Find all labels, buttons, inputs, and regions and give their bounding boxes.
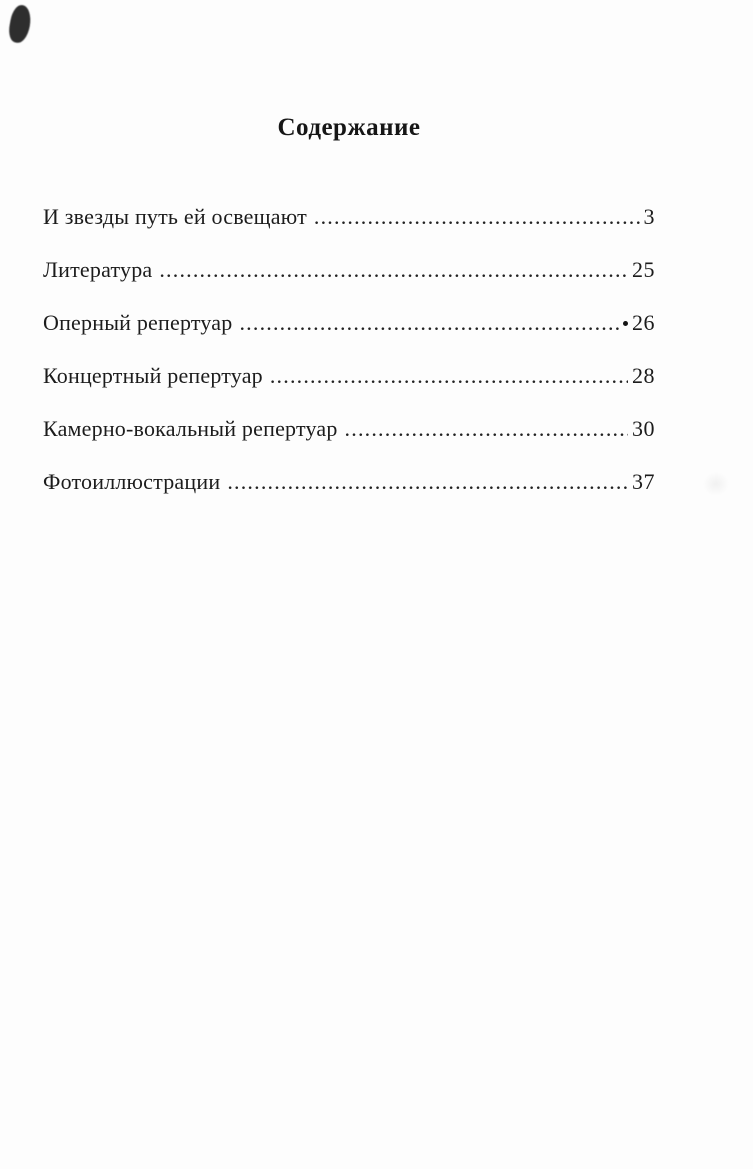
toc-entry	[43, 257, 655, 280]
stray-ink-dot-artifact	[623, 321, 628, 326]
toc-entry	[43, 416, 655, 439]
dot-leader	[338, 416, 628, 442]
page-title: Содержание	[277, 113, 421, 141]
smudge-artifact	[703, 472, 729, 496]
dot-leader	[263, 363, 628, 389]
toc-entry-title: Камерно-вокальный репертуар	[43, 416, 338, 441]
toc-entry-title: Оперный репертуар	[43, 310, 233, 335]
toc-entry	[43, 363, 655, 386]
toc-entry-page: 25	[632, 257, 655, 282]
ink-blob-artifact	[7, 4, 33, 45]
toc-entry-page: 30	[632, 416, 655, 441]
toc-entry-page: 37	[632, 469, 655, 494]
dot-leader	[220, 469, 628, 495]
table-of-contents	[43, 204, 655, 522]
dot-leader	[307, 204, 640, 230]
toc-entry-title: Литература	[43, 257, 153, 282]
toc-entry-title: И звезды путь ей освещают	[43, 204, 307, 229]
toc-entry-title: Фотоиллюстрации	[43, 469, 221, 494]
toc-entry	[43, 204, 655, 227]
toc-entry	[43, 310, 655, 333]
toc-entry-page: 3	[643, 204, 655, 229]
dot-leader	[232, 310, 622, 336]
toc-entry-page: 26	[632, 310, 655, 335]
toc-entry-page: 28	[632, 363, 655, 388]
toc-entry-title: Концертный репертуар	[43, 363, 263, 388]
toc-entry	[43, 469, 655, 492]
dot-leader	[152, 257, 628, 283]
